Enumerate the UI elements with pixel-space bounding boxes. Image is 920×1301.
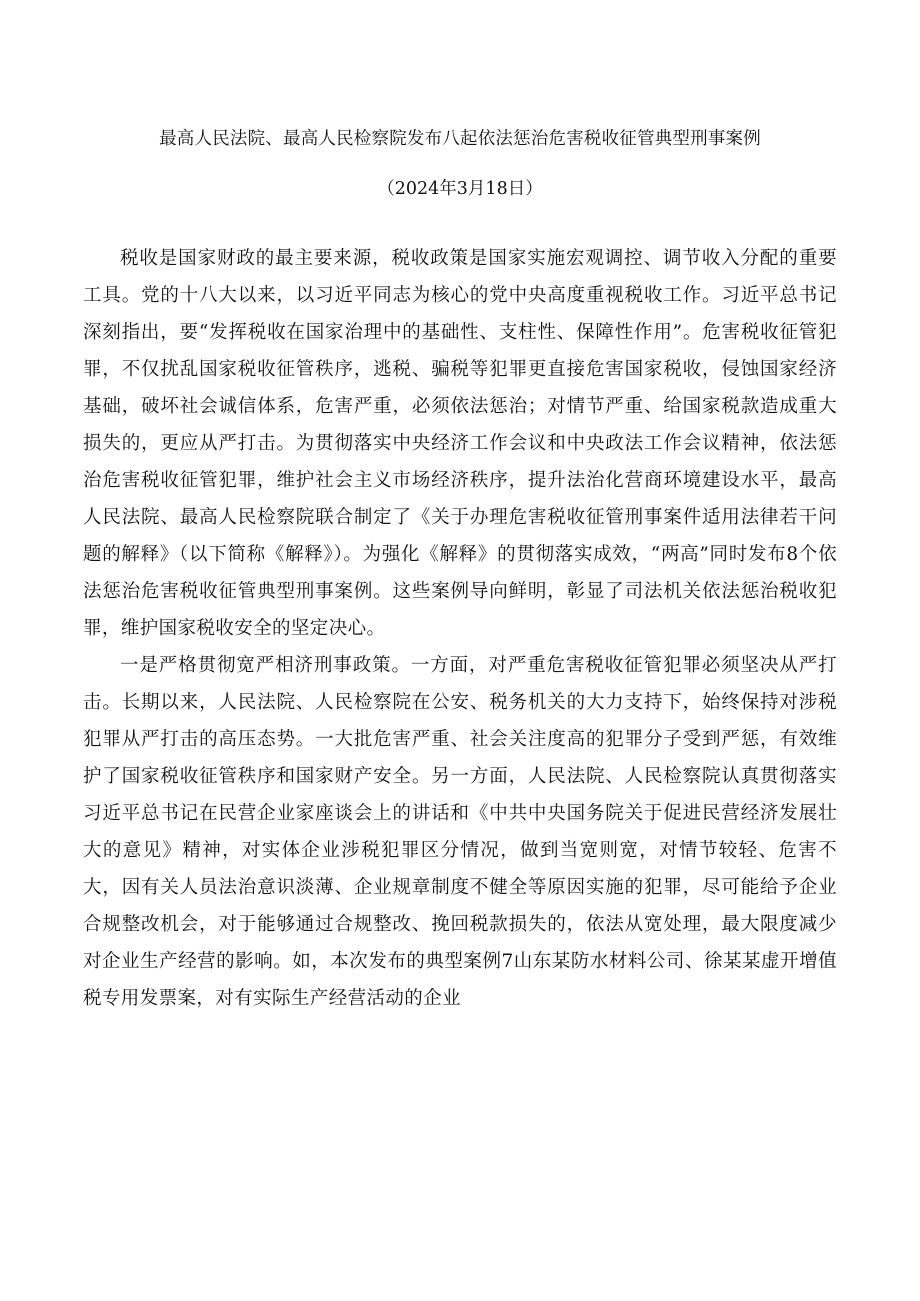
paragraph-intro: 税收是国家财政的最主要来源，税收政策是国家实施宏观调控、调节收入分配的重要工具。党的十八大以来，以习近平同志为核心的党中央高度重视税收工作。习近平总书记深刻指出，要“发挥税收在国家治理中的基础性、支柱性、保障性作用”。危害税收征管犯罪，不仅扰乱国家税收征管秩序，逃税、骗税等犯罪更直接危害国家税收，侵蚀国家经济基础，破坏社会诚信体系，危害严重，必须依法惩治；对情节严重、给国家税款造成重大损失的，更应从严打击。为贯彻落实中央经济工作会议和中央政法工作会议精神，依法惩治危害税收征管犯罪，维护社会主义市场经济秩序，提升法治化营商环境建设水平，最高人民法院、最高人民检察院联合制定了《关于办理危害税收征管刑事案件适用法律若干问题的解释》（以下简称《解释》）。为强化《解释》的贯彻落实成效，“两高”同时发布8个依法惩治危害税收征管典型刑事案例。这些案例导向鲜明，彰显了司法机关依法惩治税收犯罪，维护国家税收安全的坚定决心。 xyxy=(83,248,837,639)
document-body xyxy=(83,240,837,1017)
document-title: 最高人民法院、最高人民检察院发布八起依法惩治危害税收征管典型刑事案例 xyxy=(159,129,761,149)
document-date: （2024年3月18日） xyxy=(377,179,543,199)
paragraph-policy: 一是严格贯彻宽严相济刑事政策。一方面，对严重危害税收征管犯罪必须坚决从严打击。长期以来，人民法院、人民检察院在公安、税务机关的大力支持下，始终保持对涉税犯罪从严打击的高压态势。一大批危害严重、社会关注度高的犯罪分子受到严惩，有效维护了国家税收征管秩序和国家财产安全。另一方面，人民法院、人民检察院认真贯彻落实习近平总书记在民营企业家座谈会上的讲话和《中共中央国务院关于促进民营经济发展壮大的意见》精神，对实体企业涉税犯罪区分情况，做到当宽则宽，对情节较轻、危害不大，因有关人员法治意识淡薄、企业规章制度不健全等原因实施的犯罪，尽可能给予企业合规整改机会，对于能够通过合规整改、挽回税款损失的，依法从宽处理，最大限度减少对企业生产经营的影响。如，本次发布的典型案例7山东某防水材料公司、徐某某虚开增值税专用发票案，对有实际生产经营活动的企业 xyxy=(83,655,837,1009)
